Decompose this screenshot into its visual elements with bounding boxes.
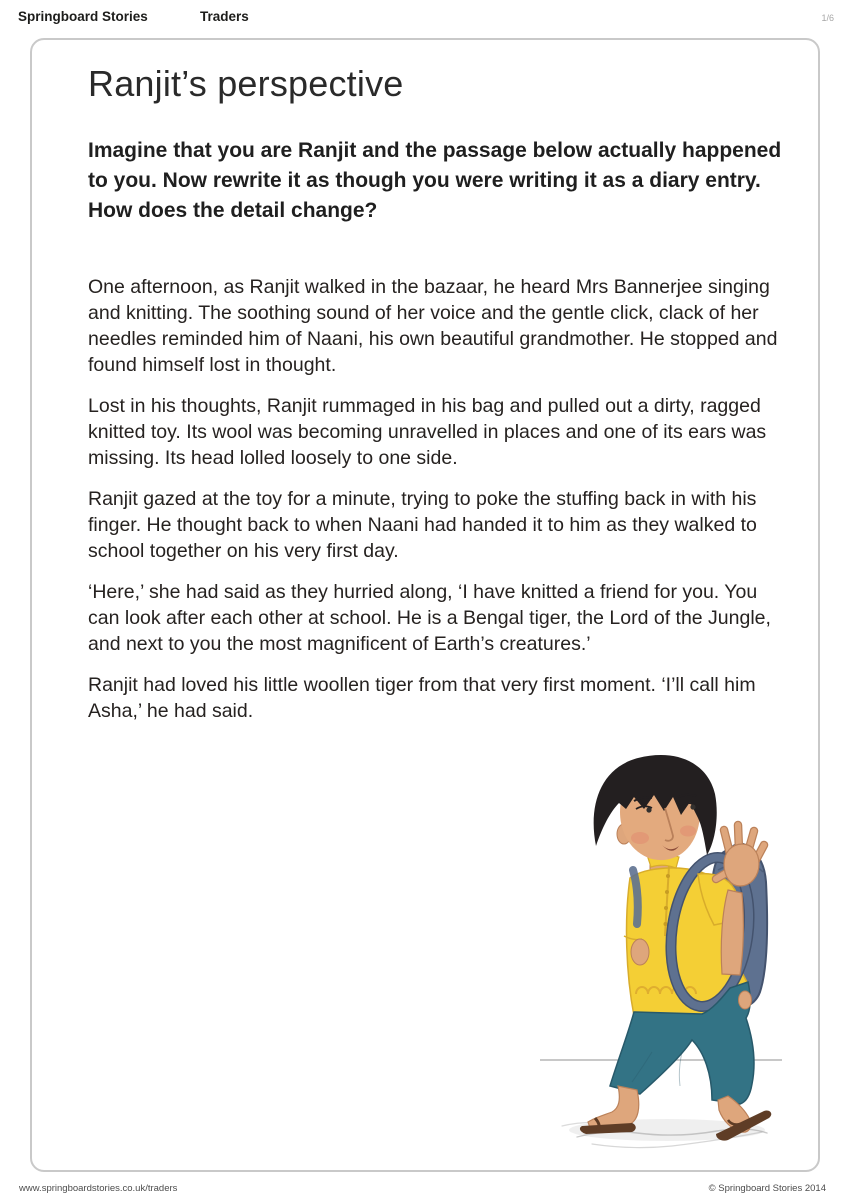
story-passage bbox=[88, 274, 783, 724]
story-paragraph: One afternoon, as Ranjit walked in the bazaar, he heard Mrs Bannerjee singing and knitting. The soothing sound of her voice and the gentle click, clack of her needles reminded him of Naani, his own beautiful grandmother. He stopped and found himself lost in thought. bbox=[88, 275, 778, 376]
footer-url: www.springboardstories.co.uk/traders bbox=[19, 1183, 178, 1194]
brand-text: Springboard Stories bbox=[18, 9, 148, 24]
backpack-strap-left bbox=[633, 870, 638, 924]
story-paragraph: Lost in his thoughts, Ranjit rummaged in his bag and pulled out a dirty, ragged knitted toy. Its wool was becoming unravelled in places and one of its ears was missing. Its head lolled loosely to one side. bbox=[88, 394, 767, 469]
story-paragraph: ‘Here,’ she had said as they hurried along, ‘I have knitted a friend for you. You can look after each other at school. He is a Bengal tiger, the Lord of the Jungle, and next to you the most magnificent of Earth’s creatures.’ bbox=[88, 580, 771, 655]
document-topic: Traders bbox=[200, 9, 249, 24]
footer-copyright: © Springboard Stories 2014 bbox=[708, 1183, 826, 1194]
boy-left-hand bbox=[631, 939, 649, 965]
task-instruction: Imagine that you are Ranjit and the passage below actually happened to you. Now rewrite it as though you were writing it as a diary entry. How does the detail change? bbox=[88, 138, 782, 222]
page-indicator: 1/6 bbox=[821, 13, 834, 23]
top-bar bbox=[0, 9, 850, 33]
boy-head bbox=[594, 755, 717, 860]
boy-illustration bbox=[532, 752, 812, 1162]
story-paragraph: Ranjit gazed at the toy for a minute, trying to poke the stuffing back in with his finger. He thought back to when Naani had handed it to him as they walked to school together on his very first day. bbox=[88, 487, 757, 562]
story-paragraph: Ranjit had loved his little woollen tiger from that very first moment. ‘I’ll call him Asha,’ he had said. bbox=[88, 673, 756, 722]
near-foot-sandal bbox=[580, 1086, 639, 1134]
boy-raised-arm bbox=[721, 890, 743, 975]
footer bbox=[0, 1183, 850, 1199]
boy-right-hip-hand bbox=[739, 991, 752, 1009]
worksheet-page bbox=[30, 38, 820, 1172]
page-title: Ranjit’s perspective bbox=[88, 63, 404, 104]
